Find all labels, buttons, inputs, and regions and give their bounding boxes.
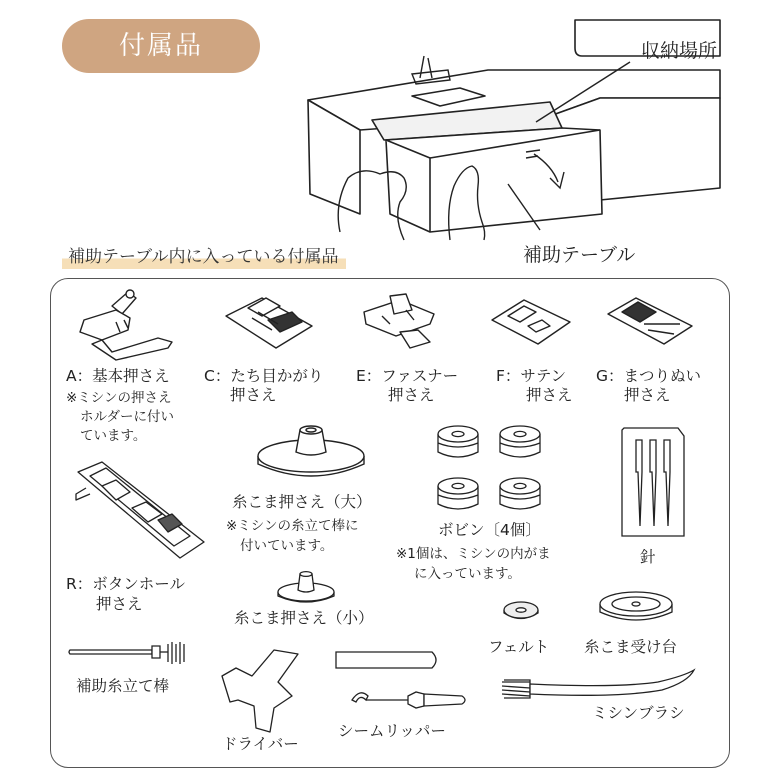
seam-ripper-label: シームリッパー: [338, 722, 446, 740]
presser-foot-e-icon: [360, 294, 448, 348]
presser-foot-a-icon: [72, 288, 182, 360]
spool-cap-small-icon: [276, 568, 336, 608]
felt-icon: [502, 598, 540, 624]
spool-cap-large-label: 糸こま押さえ（大）: [232, 493, 372, 511]
spool-cap-large-note-2: 付いています。: [240, 538, 334, 554]
brush-icon: [498, 668, 698, 704]
foot-a-note-2: ホルダーに付い: [80, 409, 174, 425]
spool-pin-label: 補助糸立て棒: [76, 677, 170, 695]
presser-foot-f-icon: [488, 296, 574, 348]
presser-foot-r-icon: [72, 458, 206, 562]
storage-location-label: 収納場所: [641, 40, 718, 62]
felt-label: フェルト: [488, 638, 550, 656]
bobbins-label: ボビン〔4個〕: [438, 521, 541, 539]
brush-label: ミシンブラシ: [592, 704, 685, 722]
section-title: 補助テーブル内に入っている付属品: [62, 242, 346, 269]
foot-a-note-1: ※ミシンの押さえ: [66, 390, 172, 406]
foot-e-label-1: E：ファスナー: [356, 367, 459, 385]
spool-pin-icon: [66, 640, 194, 666]
spool-cap-small-label: 糸こま押さえ（小）: [234, 609, 374, 627]
foot-a-note-3: ています。: [80, 428, 147, 444]
needles-icon: [620, 426, 686, 538]
spool-cap-large-note-1: ※ミシンの糸立て棒に: [226, 518, 359, 534]
presser-foot-c-icon: [222, 290, 316, 352]
foot-c-label-2: 押さえ: [230, 386, 277, 404]
foot-g-label-1: G：まつりぬい: [596, 367, 702, 385]
seam-ripper-cap-icon: [334, 648, 442, 672]
foot-g-label-2: 押さえ: [624, 386, 671, 404]
foot-c-label-1: C：たち目かがり: [204, 367, 324, 385]
bobbins-icon: [436, 424, 548, 518]
foot-a-label: A：基本押さえ: [66, 367, 170, 385]
screwdriver-icon: [218, 648, 308, 734]
bobbins-note-1: ※1個は、ミシンの内がま: [396, 546, 551, 562]
spool-stand-icon: [598, 586, 674, 628]
spool-stand-label: 糸こま受け台: [584, 638, 678, 656]
page-title: 付属品: [62, 19, 260, 73]
seam-ripper-icon: [350, 686, 470, 714]
needles-label: 針: [640, 548, 656, 566]
foot-r-label-2: 押さえ: [96, 595, 143, 613]
foot-r-label-1: R：ボタンホール: [66, 575, 185, 593]
auxiliary-table-label: 補助テーブル: [523, 244, 636, 266]
bobbins-note-2: に入っています。: [414, 566, 521, 582]
foot-f-label-2: 押さえ: [526, 386, 573, 404]
presser-foot-g-icon: [604, 294, 696, 350]
screwdriver-label: ドライバー: [222, 735, 299, 753]
foot-f-label-1: F：サテン: [496, 367, 567, 385]
foot-e-label-2: 押さえ: [388, 386, 435, 404]
spool-cap-large-icon: [256, 420, 366, 486]
